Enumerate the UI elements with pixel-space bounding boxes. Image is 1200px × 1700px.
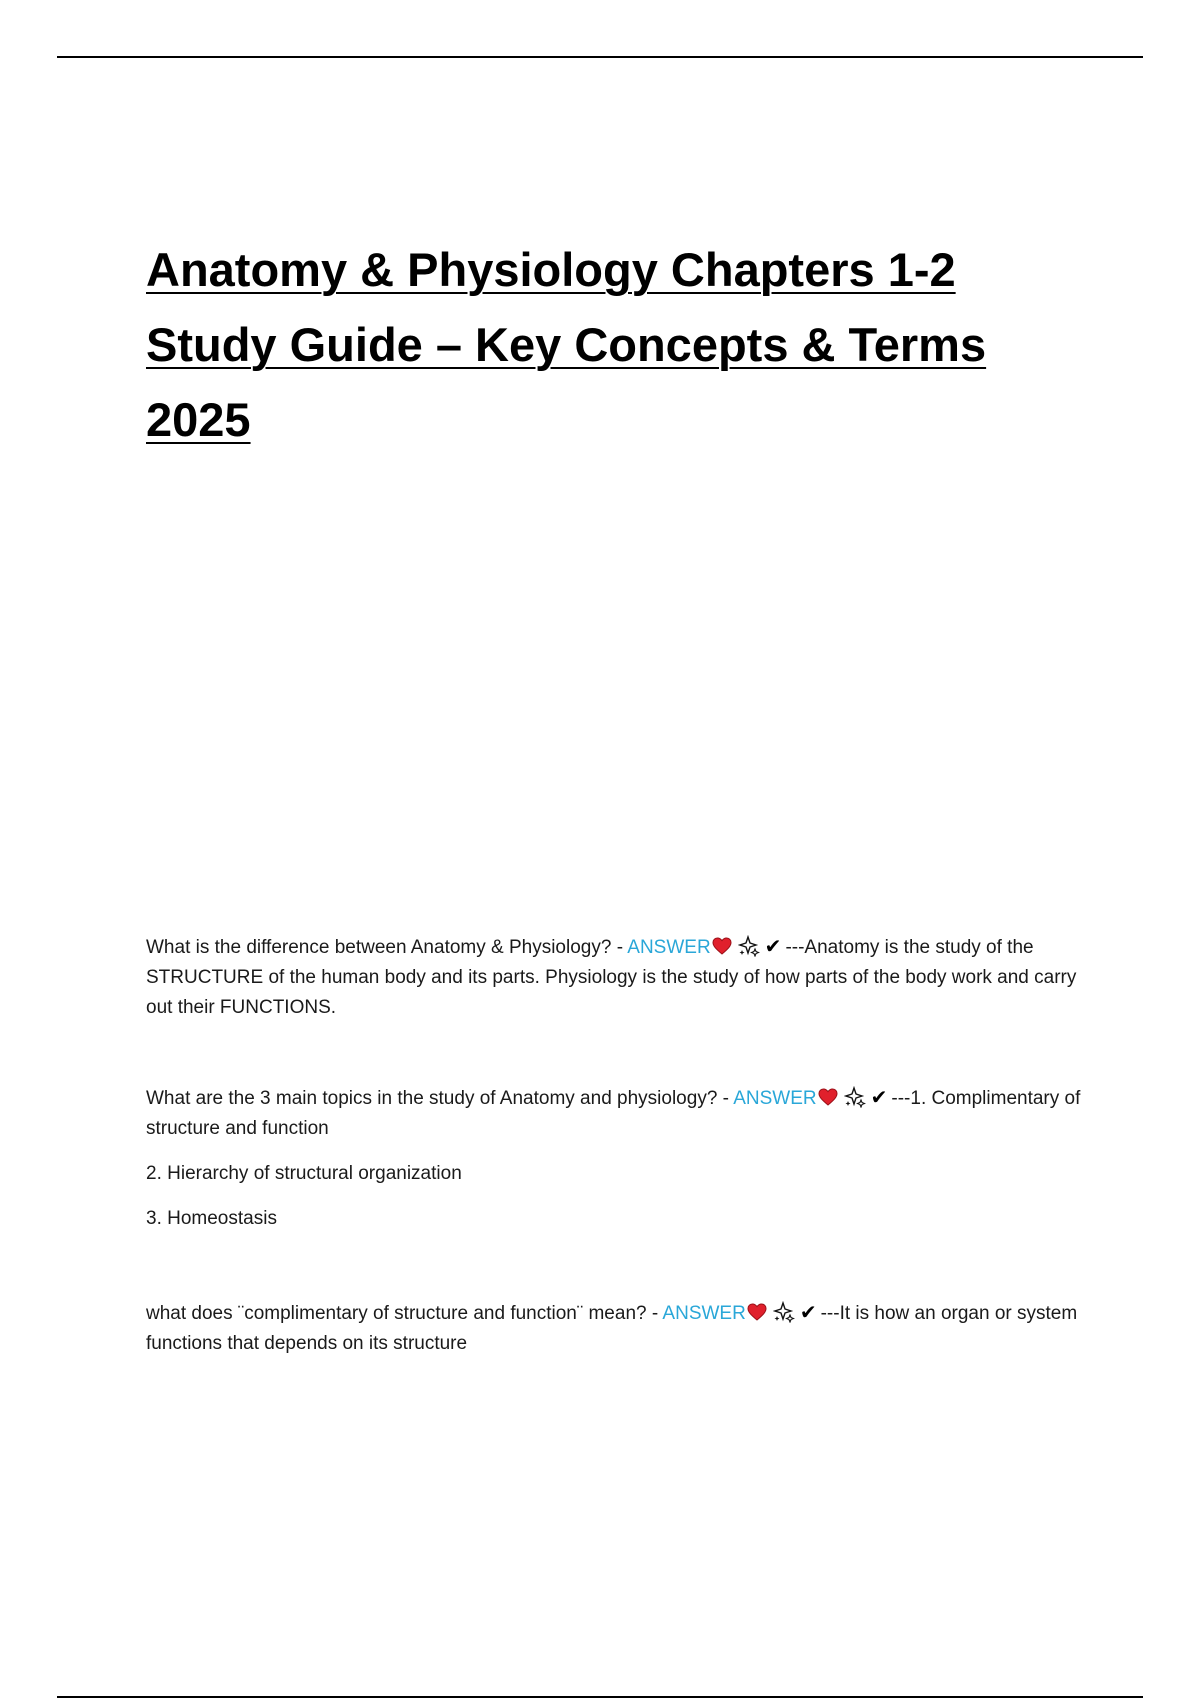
answer-text: ---1. Complimentary of structure and function bbox=[146, 1088, 1081, 1139]
answer-text: ---Anatomy is the study of the STRUCTURE of the human body and its parts. Physiology is the study of how parts of the body work and carry out their FUNCTIONS. bbox=[146, 937, 1077, 1018]
check-icon: ✔ bbox=[764, 936, 782, 958]
answer-text: ---It is how an organ or system functions that depends on its structure bbox=[146, 1303, 1078, 1354]
heart-icon bbox=[712, 937, 732, 955]
document-title bbox=[146, 232, 1106, 457]
qa-item-3 bbox=[146, 1298, 1096, 1374]
check-icon: ✔ bbox=[870, 1087, 888, 1109]
question-text: what does ¨complimentary of structure and function¨ mean? - bbox=[146, 1303, 663, 1324]
qa-item-2 bbox=[146, 1083, 1096, 1249]
qa-item-1 bbox=[146, 932, 1096, 1038]
qa-paragraph bbox=[146, 1298, 1096, 1359]
sparkle-icon bbox=[738, 935, 760, 957]
title-line-1: Anatomy & Physiology Chapters 1-2 bbox=[146, 243, 956, 296]
header-rule bbox=[57, 56, 1143, 58]
heart-icon bbox=[818, 1088, 838, 1106]
answer-label: ANSWER bbox=[733, 1088, 817, 1109]
title-line-3: 2025 bbox=[146, 393, 251, 446]
check-icon: ✔ bbox=[799, 1302, 817, 1324]
question-text: What are the 3 main topics in the study of Anatomy and physiology? - bbox=[146, 1088, 734, 1109]
heart-icon bbox=[747, 1303, 767, 1321]
qa-paragraph bbox=[146, 932, 1096, 1023]
sparkle-icon bbox=[773, 1301, 795, 1323]
sparkle-icon bbox=[844, 1086, 866, 1108]
qa-paragraph bbox=[146, 1083, 1096, 1144]
question-text: What is the difference between Anatomy & Physiology? - bbox=[146, 937, 628, 958]
answer-list-item: 3. Homeostasis bbox=[146, 1208, 277, 1229]
title-line-2: Study Guide – Key Concepts & Terms bbox=[146, 318, 987, 371]
answer-list-item: 2. Hierarchy of structural organization bbox=[146, 1163, 462, 1184]
footer-rule bbox=[57, 1696, 1143, 1698]
answer-label: ANSWER bbox=[662, 1303, 746, 1324]
answer-label: ANSWER bbox=[627, 937, 711, 958]
